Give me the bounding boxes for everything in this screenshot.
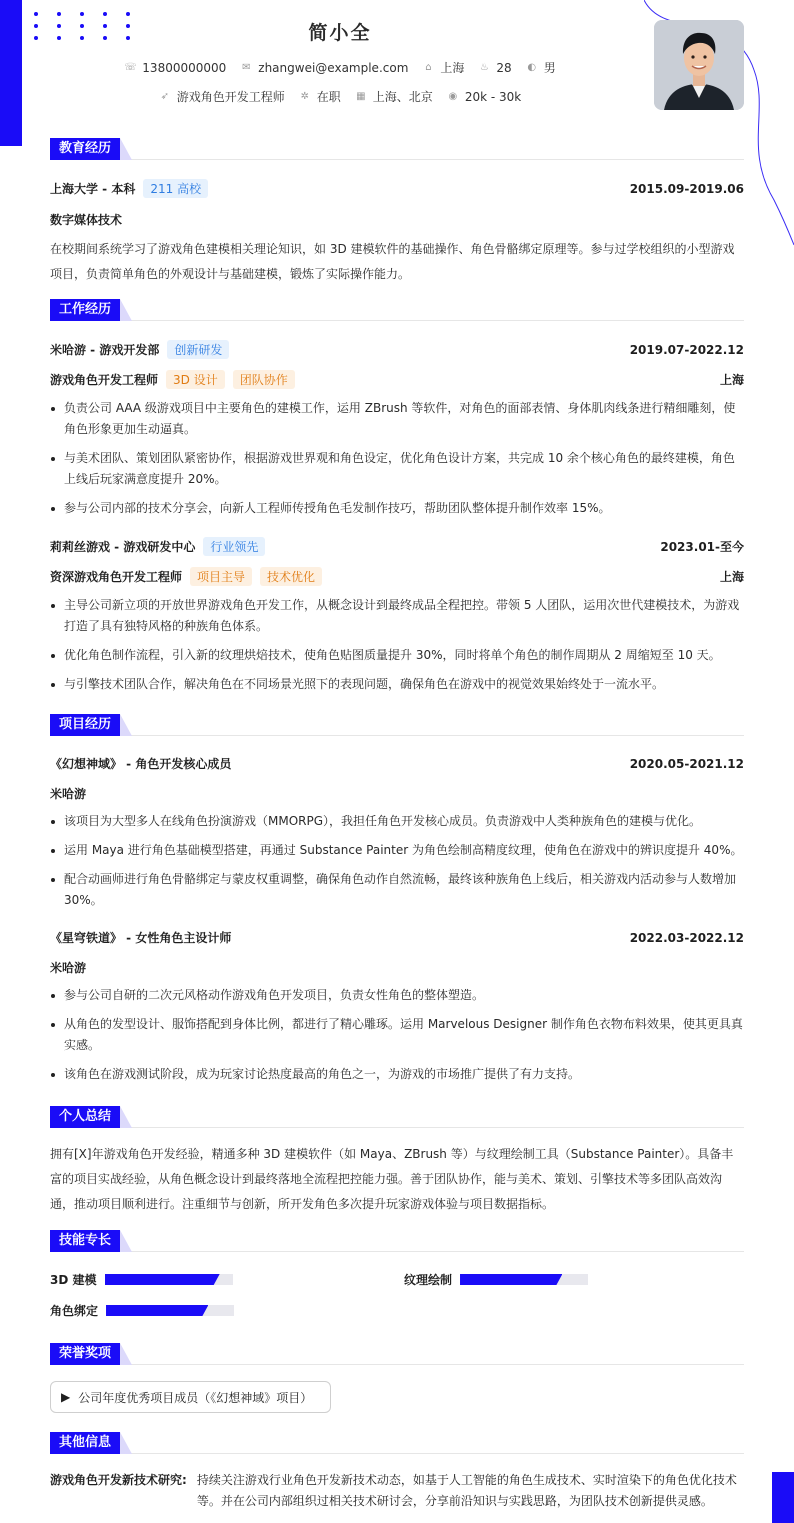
project-org: 米哈游 (50, 961, 87, 975)
summary-section (50, 1106, 744, 1217)
job-role: 游戏角色开发工程师 (50, 373, 159, 387)
role-tag: 技术优化 (260, 567, 322, 586)
city-text: 上海 (440, 61, 465, 75)
mail-icon: ✉ (242, 62, 251, 73)
list-item: 与引擎技术团队合作，解决角色在不同场景光照下的表现问题，确保角色在游戏中的视觉效果始终处于一流水平。 (50, 674, 744, 695)
project-bullets (50, 811, 744, 911)
phone-text: 13800000000 (142, 60, 227, 75)
list-item: 该角色在游戏测试阶段，成为玩家讨论热度最高的角色之一，为游戏的市场推广提供了有力支持。 (50, 1064, 744, 1085)
section-title: 技能专长 (50, 1230, 120, 1252)
work-section (50, 299, 744, 703)
email-item (240, 59, 408, 76)
awards-header (50, 1343, 744, 1365)
other-header (50, 1432, 744, 1454)
list-item: 与美术团队、策划团队紧密协作，根据游戏世界观和角色设定，优化角色设计方案，共完成 10 余个核心角色的最终建模，角色上线后玩家满意度提升 20%。 (50, 448, 744, 490)
home-icon: ⌂ (425, 62, 432, 73)
skills-header (50, 1230, 744, 1252)
list-item: 从角色的发型设计、服饰搭配到身体比例，都进行了精心雕琢。运用 Marvelous Designer 制作角色衣物布料效果，使其更具真实感。 (50, 1014, 744, 1056)
project-name: 《星穹铁道》 - 女性角色主设计师 (50, 931, 232, 945)
job-bullets (50, 595, 744, 695)
project-date: 2022.03-2022.12 (629, 930, 744, 945)
gender-text: 男 (543, 61, 556, 75)
age-text: 28 (496, 60, 512, 75)
work-header (50, 299, 744, 321)
award-text: 公司年度优秀项目成员（《幻想神域》项目） (78, 1390, 313, 1405)
section-title: 教育经历 (50, 138, 120, 160)
avatar-illustration (654, 20, 744, 110)
role-tag: 3D 设计 (166, 370, 225, 389)
school-name: 上海大学 - 本科 (50, 182, 136, 196)
education-section (50, 138, 744, 287)
status-icon: ✲ (300, 91, 309, 102)
job-location: 上海 (719, 570, 744, 584)
skill-bar (105, 1274, 233, 1285)
job-date: 2019.07-2022.12 (629, 342, 744, 357)
info-row-job (100, 88, 580, 105)
skill-bar-fill (105, 1274, 220, 1285)
job-company-row (50, 537, 744, 556)
job-date: 2023.01-至今 (660, 540, 744, 554)
target-city-text: 上海、北京 (372, 90, 433, 104)
summary-header (50, 1106, 744, 1128)
skill-bar (460, 1274, 588, 1285)
position-item (159, 88, 285, 105)
major-name: 数字媒体技术 (50, 213, 123, 227)
role-tag: 项目主导 (190, 567, 252, 586)
position-text: 游戏角色开发工程师 (176, 90, 285, 104)
left-accent-bar (0, 0, 22, 146)
skill-bar-fill (106, 1305, 208, 1316)
job-location: 上海 (719, 373, 744, 387)
candidate-name: 简小全 (308, 22, 372, 44)
project-bullets (50, 985, 744, 1085)
section-title: 个人总结 (50, 1106, 120, 1128)
skill-bar-fill (460, 1274, 562, 1285)
project-name: 《幻想神域》 - 角色开发核心成员 (50, 757, 232, 771)
list-item: 参与公司自研的二次元风格动作游戏角色开发项目，负责女性角色的整体塑造。 (50, 985, 744, 1006)
project-org-row (50, 785, 744, 802)
cake-icon: ♨ (479, 62, 489, 73)
skill-name: 纹理绘制 (404, 1273, 453, 1287)
right-accent-bar (772, 1472, 794, 1523)
job-role: 资深游戏角色开发工程师 (50, 570, 183, 584)
send-icon: ➶ (160, 91, 169, 102)
resume-header (100, 18, 580, 105)
company-name: 米哈游 - 游戏开发部 (50, 343, 160, 357)
major-row (50, 211, 744, 228)
summary-text: 拥有[X]年游戏角色开发经验，精通多种 3D 建模软件（如 Maya、ZBrush 等）与纹理绘制工具（Substance Painter）。具备丰富的项目实战经验，从角色概念设计到最终落地全流程把控能力强。善于团队协作，能与美术、策划、引擎技术等多团队高效沟通，推动项目顺利进行。注重细节与创新，所开发角色多次提升玩家游戏体验与项目数据指标。 (50, 1147, 734, 1211)
project-row (50, 929, 744, 946)
list-item: 参与公司内部的技术分享会，向新人工程师传授角色毛发制作技巧，帮助团队整体提升制作效率 15%。 (50, 498, 744, 519)
job-role-row (50, 370, 744, 389)
section-title: 项目经历 (50, 714, 120, 736)
skill-item (404, 1271, 588, 1288)
phone-icon: ☏ (124, 62, 137, 73)
awards-section (50, 1343, 744, 1413)
project-row (50, 755, 744, 772)
education-row (50, 179, 744, 198)
gender-icon: ◐ (527, 62, 537, 73)
company-tag: 创新研发 (167, 340, 229, 359)
education-header (50, 138, 744, 160)
other-section (50, 1432, 744, 1512)
project-date: 2020.05-2021.12 (629, 756, 744, 771)
role-tag: 团队协作 (233, 370, 295, 389)
list-item: 运用 Maya 进行角色基础模型搭建，再通过 Substance Painter 为角色绘制高精度纹理，使角色在游戏中的辨识度提升 40%。 (50, 840, 744, 861)
age-item (478, 59, 511, 76)
status-text: 在职 (316, 90, 341, 104)
job-role-row (50, 567, 744, 586)
list-item: 优化角色制作流程，引入新的纹理烘焙技术，使角色贴图质量提升 30%，同时将单个角色的制作周期从 2 周缩短至 10 天。 (50, 645, 744, 666)
job-bullets (50, 398, 744, 519)
triangle-right-icon: ▶ (61, 1390, 71, 1404)
skill-name: 3D 建模 (50, 1273, 97, 1287)
skills-row (50, 1271, 744, 1288)
section-title: 其他信息 (50, 1432, 120, 1454)
city-item (422, 59, 464, 76)
salary-item (447, 88, 521, 105)
company-name: 莉莉丝游戏 - 游戏研发中心 (50, 540, 196, 554)
building-icon: ▦ (356, 91, 366, 102)
award-item[interactable] (50, 1381, 331, 1413)
list-item: 配合动画师进行角色骨骼绑定与蒙皮权重调整，确保角色动作自然流畅，最终该种族角色上线后，相关游戏内活动参与人数增加 30%。 (50, 869, 744, 911)
education-description: 在校期间系统学习了游戏角色建模相关理论知识，如 3D 建模软件的基础操作、角色骨骼绑定原理等。参与过学校组织的小型游戏项目，负责简单角色的外观设计与基础建模，锻炼了实际操作能力。 (50, 242, 735, 281)
skill-item (50, 1302, 744, 1319)
projects-section (50, 714, 744, 1093)
salary-text: 20k - 30k (464, 89, 522, 104)
company-tag: 行业领先 (203, 537, 265, 556)
other-info-value: 持续关注游戏行业角色开发新技术动态，如基于人工智能的角色生成技术、实时渲染下的角色优化技术等。并在公司内部组织过相关技术研讨会，分享前沿知识与实践思路，为团队技术创新提供灵感。 (196, 1473, 737, 1508)
project-org-row (50, 959, 744, 976)
list-item: 该项目为大型多人在线角色扮演游戏（MMORPG），我担任角色开发核心成员。负责游戏中人类种族角色的建模与优化。 (50, 811, 744, 832)
list-item: 负责公司 AAA 级游戏项目中主要角色的建模工作，运用 ZBrush 等软件，对角色的面部表情、身体肌肉线条进行精细雕刻，使角色形象更加生动逼真。 (50, 398, 744, 440)
gender-item (526, 59, 556, 76)
skill-name: 角色绑定 (50, 1304, 99, 1318)
skills-section (50, 1230, 744, 1319)
skill-bar (106, 1305, 234, 1316)
school-tag: 211 高校 (143, 179, 208, 198)
section-title: 工作经历 (50, 299, 120, 321)
target-city-item (355, 88, 433, 105)
job-company-row (50, 340, 744, 359)
phone-item (124, 59, 226, 76)
project-org: 米哈游 (50, 787, 87, 801)
list-item: 主导公司新立项的开放世界游戏角色开发工作，从概念设计到最终成品全程把控。带领 5 人团队，运用次世代建模技术，为游戏打造了具有独特风格的种族角色体系。 (50, 595, 744, 637)
info-row-basic (100, 59, 580, 76)
coin-icon: ◉ (448, 91, 458, 102)
other-info-key: 游戏角色开发新技术研究: (50, 1473, 187, 1487)
email-text: zhangwei@example.com (258, 60, 409, 75)
other-info-row (50, 1470, 744, 1512)
status-item (299, 88, 341, 105)
skill-item (50, 1271, 404, 1288)
section-title: 荣誉奖项 (50, 1343, 120, 1365)
education-date: 2015.09-2019.06 (629, 181, 744, 196)
projects-header (50, 714, 744, 736)
profile-photo (654, 20, 744, 110)
